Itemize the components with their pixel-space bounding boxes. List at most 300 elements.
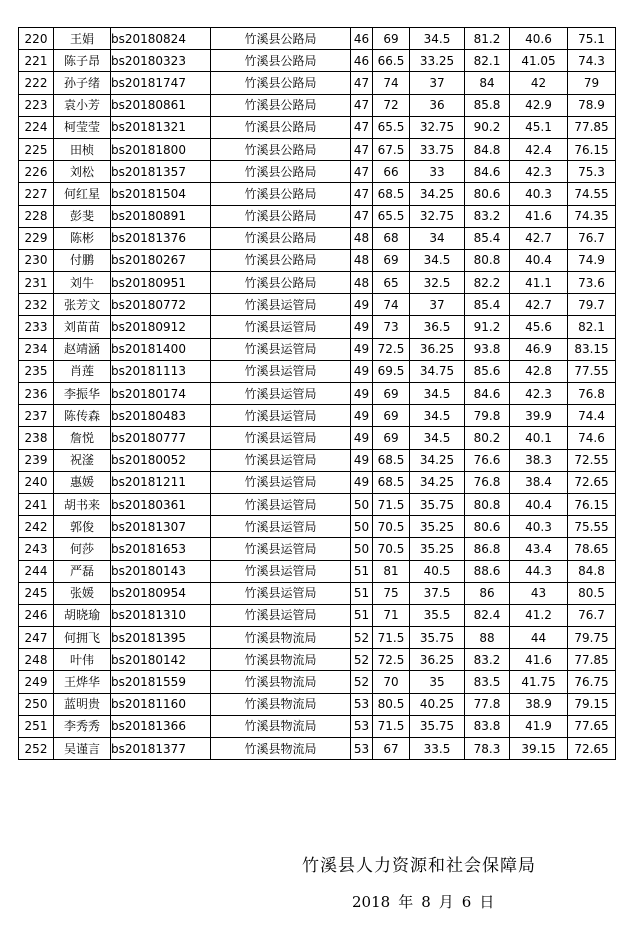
interview-weighted-cell: 40.4 [510,493,568,515]
exam-id-cell: bs20180052 [111,449,211,471]
total-score-cell: 72.65 [568,471,616,493]
unit-code-cell: 53 [351,738,373,760]
candidate-name-cell: 王娟 [54,28,111,50]
row-number-cell: 245 [19,582,54,604]
exam-id-cell: bs20181800 [111,138,211,160]
written-score-cell: 66 [373,161,410,183]
row-number-cell: 239 [19,449,54,471]
written-score-cell: 67.5 [373,138,410,160]
interview-weighted-cell: 42.3 [510,383,568,405]
issue-date [352,891,502,912]
written-weighted-cell: 37 [410,294,465,316]
total-score-cell: 75.55 [568,516,616,538]
exam-id-cell: bs20180861 [111,94,211,116]
written-weighted-cell: 34.5 [410,405,465,427]
applied-unit-cell: 竹溪县公路局 [211,28,351,50]
interview-score-cell: 84.6 [465,383,510,405]
candidate-name-cell: 张芳文 [54,294,111,316]
table-row [19,671,616,693]
exam-id-cell: bs20181559 [111,671,211,693]
candidate-name-cell: 严磊 [54,560,111,582]
total-score-cell: 74.35 [568,205,616,227]
total-score-cell: 77.65 [568,715,616,737]
exam-id-cell: bs20180777 [111,427,211,449]
row-number-cell: 224 [19,116,54,138]
unit-code-cell: 50 [351,493,373,515]
exam-id-cell: bs20181321 [111,116,211,138]
row-number-cell: 235 [19,360,54,382]
total-score-cell: 78.65 [568,538,616,560]
issue-day-unit: 日 [479,893,495,911]
unit-code-cell: 52 [351,649,373,671]
total-score-cell: 74.3 [568,50,616,72]
written-score-cell: 72.5 [373,649,410,671]
written-score-cell: 69 [373,28,410,50]
exam-id-cell: bs20180323 [111,50,211,72]
exam-id-cell: bs20180912 [111,316,211,338]
candidate-name-cell: 刘松 [54,161,111,183]
row-number-cell: 230 [19,249,54,271]
written-weighted-cell: 40.5 [410,560,465,582]
written-score-cell: 69.5 [373,360,410,382]
interview-weighted-cell: 42 [510,72,568,94]
candidate-name-cell: 李振华 [54,383,111,405]
issue-year: 2018 [352,893,391,911]
exam-id-cell: bs20180143 [111,560,211,582]
table-row [19,161,616,183]
row-number-cell: 241 [19,493,54,515]
candidate-name-cell: 陈子昂 [54,50,111,72]
candidate-name-cell: 何拥飞 [54,627,111,649]
total-score-cell: 77.85 [568,116,616,138]
written-score-cell: 71 [373,604,410,626]
row-number-cell: 250 [19,693,54,715]
unit-code-cell: 50 [351,516,373,538]
written-score-cell: 68.5 [373,449,410,471]
interview-score-cell: 85.4 [465,227,510,249]
table-row [19,249,616,271]
written-weighted-cell: 35.5 [410,604,465,626]
written-score-cell: 75 [373,582,410,604]
interview-weighted-cell: 44.3 [510,560,568,582]
unit-code-cell: 47 [351,138,373,160]
unit-code-cell: 49 [351,338,373,360]
candidate-name-cell: 刘牛 [54,272,111,294]
interview-weighted-cell: 42.4 [510,138,568,160]
unit-code-cell: 49 [351,427,373,449]
table-row [19,449,616,471]
unit-code-cell: 49 [351,449,373,471]
interview-weighted-cell: 38.3 [510,449,568,471]
row-number-cell: 226 [19,161,54,183]
exam-id-cell: bs20181310 [111,604,211,626]
unit-code-cell: 48 [351,249,373,271]
applied-unit-cell: 竹溪县运管局 [211,427,351,449]
written-weighted-cell: 34.5 [410,383,465,405]
written-weighted-cell: 32.75 [410,205,465,227]
interview-weighted-cell: 40.1 [510,427,568,449]
applied-unit-cell: 竹溪县运管局 [211,383,351,405]
written-score-cell: 69 [373,405,410,427]
total-score-cell: 80.5 [568,582,616,604]
candidate-name-cell: 赵靖涵 [54,338,111,360]
total-score-cell: 74.6 [568,427,616,449]
exam-id-cell: bs20180483 [111,405,211,427]
written-score-cell: 74 [373,72,410,94]
total-score-cell: 77.55 [568,360,616,382]
interview-score-cell: 82.2 [465,272,510,294]
interview-weighted-cell: 38.4 [510,471,568,493]
interview-score-cell: 93.8 [465,338,510,360]
unit-code-cell: 52 [351,627,373,649]
table-row [19,405,616,427]
applied-unit-cell: 竹溪县运管局 [211,493,351,515]
total-score-cell: 75.1 [568,28,616,50]
candidate-name-cell: 何莎 [54,538,111,560]
applied-unit-cell: 竹溪县运管局 [211,582,351,604]
applied-unit-cell: 竹溪县公路局 [211,161,351,183]
interview-score-cell: 83.2 [465,649,510,671]
candidate-name-cell: 刘苗苗 [54,316,111,338]
row-number-cell: 232 [19,294,54,316]
candidate-name-cell: 田桢 [54,138,111,160]
written-score-cell: 72 [373,94,410,116]
row-number-cell: 231 [19,272,54,294]
total-score-cell: 79.15 [568,693,616,715]
interview-weighted-cell: 40.3 [510,183,568,205]
interview-weighted-cell: 43.4 [510,538,568,560]
table-row [19,272,616,294]
total-score-cell: 77.85 [568,649,616,671]
table-row [19,627,616,649]
total-score-cell: 76.15 [568,138,616,160]
row-number-cell: 244 [19,560,54,582]
row-number-cell: 223 [19,94,54,116]
candidate-name-cell: 陈彬 [54,227,111,249]
unit-code-cell: 53 [351,693,373,715]
applied-unit-cell: 竹溪县物流局 [211,715,351,737]
issuing-organization: 竹溪县人力资源和社会保障局 [302,856,536,876]
written-score-cell: 80.5 [373,693,410,715]
interview-weighted-cell: 42.7 [510,227,568,249]
applied-unit-cell: 竹溪县公路局 [211,227,351,249]
row-number-cell: 225 [19,138,54,160]
row-number-cell: 252 [19,738,54,760]
row-number-cell: 240 [19,471,54,493]
applied-unit-cell: 竹溪县公路局 [211,50,351,72]
row-number-cell: 229 [19,227,54,249]
exam-id-cell: bs20181377 [111,738,211,760]
exam-id-cell: bs20181504 [111,183,211,205]
table-row [19,693,616,715]
candidate-name-cell: 祝滏 [54,449,111,471]
written-score-cell: 71.5 [373,493,410,515]
candidate-name-cell: 王烨华 [54,671,111,693]
row-number-cell: 246 [19,604,54,626]
issue-day: 6 [461,893,472,911]
written-weighted-cell: 36.5 [410,316,465,338]
written-weighted-cell: 34.25 [410,471,465,493]
unit-code-cell: 46 [351,50,373,72]
unit-code-cell: 52 [351,671,373,693]
exam-id-cell: bs20181113 [111,360,211,382]
row-number-cell: 222 [19,72,54,94]
applied-unit-cell: 竹溪县物流局 [211,627,351,649]
interview-weighted-cell: 43 [510,582,568,604]
interview-weighted-cell: 40.6 [510,28,568,50]
applied-unit-cell: 竹溪县运管局 [211,538,351,560]
written-weighted-cell: 35.25 [410,538,465,560]
interview-weighted-cell: 46.9 [510,338,568,360]
total-score-cell: 76.8 [568,383,616,405]
total-score-cell: 76.7 [568,604,616,626]
written-score-cell: 72.5 [373,338,410,360]
written-score-cell: 66.5 [373,50,410,72]
row-number-cell: 243 [19,538,54,560]
unit-code-cell: 49 [351,471,373,493]
candidate-name-cell: 郭俊 [54,516,111,538]
issue-month-unit: 月 [438,893,454,911]
total-score-cell: 76.7 [568,227,616,249]
total-score-cell: 76.75 [568,671,616,693]
interview-weighted-cell: 42.7 [510,294,568,316]
interview-score-cell: 80.8 [465,249,510,271]
interview-score-cell: 81.2 [465,28,510,50]
written-score-cell: 68.5 [373,471,410,493]
applied-unit-cell: 竹溪县运管局 [211,405,351,427]
interview-score-cell: 84.8 [465,138,510,160]
exam-id-cell: bs20181211 [111,471,211,493]
candidate-name-cell: 袁小芳 [54,94,111,116]
written-score-cell: 70 [373,671,410,693]
table-row [19,72,616,94]
applied-unit-cell: 竹溪县公路局 [211,272,351,294]
total-score-cell: 74.55 [568,183,616,205]
exam-id-cell: bs20180267 [111,249,211,271]
table-row [19,138,616,160]
interview-weighted-cell: 41.05 [510,50,568,72]
row-number-cell: 228 [19,205,54,227]
written-score-cell: 71.5 [373,627,410,649]
interview-weighted-cell: 42.3 [510,161,568,183]
unit-code-cell: 51 [351,582,373,604]
table-row [19,94,616,116]
written-weighted-cell: 35.25 [410,516,465,538]
written-weighted-cell: 34.25 [410,449,465,471]
table-row [19,294,616,316]
written-score-cell: 69 [373,427,410,449]
row-number-cell: 251 [19,715,54,737]
total-score-cell: 72.55 [568,449,616,471]
unit-code-cell: 48 [351,227,373,249]
written-score-cell: 74 [373,294,410,316]
applied-unit-cell: 竹溪县运管局 [211,516,351,538]
written-weighted-cell: 34.5 [410,249,465,271]
interview-score-cell: 85.4 [465,294,510,316]
candidate-name-cell: 李秀秀 [54,715,111,737]
written-weighted-cell: 33.25 [410,50,465,72]
applied-unit-cell: 竹溪县物流局 [211,738,351,760]
candidate-name-cell: 张媛 [54,582,111,604]
unit-code-cell: 49 [351,294,373,316]
unit-code-cell: 51 [351,560,373,582]
candidate-name-cell: 付鹏 [54,249,111,271]
row-number-cell: 242 [19,516,54,538]
interview-score-cell: 79.8 [465,405,510,427]
exam-id-cell: bs20181357 [111,161,211,183]
exam-id-cell: bs20181376 [111,227,211,249]
interview-score-cell: 86 [465,582,510,604]
interview-score-cell: 88 [465,627,510,649]
interview-score-cell: 80.2 [465,427,510,449]
written-weighted-cell: 35.75 [410,627,465,649]
interview-weighted-cell: 41.75 [510,671,568,693]
applied-unit-cell: 竹溪县运管局 [211,360,351,382]
table-row [19,493,616,515]
written-weighted-cell: 33.75 [410,138,465,160]
written-score-cell: 65.5 [373,205,410,227]
written-score-cell: 68 [373,227,410,249]
interview-score-cell: 91.2 [465,316,510,338]
interview-weighted-cell: 40.3 [510,516,568,538]
exam-id-cell: bs20181160 [111,693,211,715]
candidate-name-cell: 蓝明贵 [54,693,111,715]
row-number-cell: 234 [19,338,54,360]
interview-score-cell: 88.6 [465,560,510,582]
table-row [19,205,616,227]
row-number-cell: 248 [19,649,54,671]
written-score-cell: 67 [373,738,410,760]
total-score-cell: 79.75 [568,627,616,649]
row-number-cell: 233 [19,316,54,338]
interview-weighted-cell: 41.9 [510,715,568,737]
written-weighted-cell: 37.5 [410,582,465,604]
written-score-cell: 73 [373,316,410,338]
unit-code-cell: 50 [351,538,373,560]
table-row [19,471,616,493]
applied-unit-cell: 竹溪县公路局 [211,183,351,205]
candidate-name-cell: 肖莲 [54,360,111,382]
row-number-cell: 227 [19,183,54,205]
table-body [19,28,616,760]
applied-unit-cell: 竹溪县运管局 [211,604,351,626]
applied-unit-cell: 竹溪县物流局 [211,649,351,671]
exam-id-cell: bs20181400 [111,338,211,360]
row-number-cell: 247 [19,627,54,649]
interview-weighted-cell: 38.9 [510,693,568,715]
total-score-cell: 79 [568,72,616,94]
written-weighted-cell: 32.75 [410,116,465,138]
table-row [19,338,616,360]
total-score-cell: 83.15 [568,338,616,360]
table-row [19,715,616,737]
written-score-cell: 69 [373,249,410,271]
interview-score-cell: 84 [465,72,510,94]
exam-id-cell: bs20180891 [111,205,211,227]
row-number-cell: 249 [19,671,54,693]
exam-id-cell: bs20180174 [111,383,211,405]
candidate-name-cell: 何红星 [54,183,111,205]
unit-code-cell: 47 [351,116,373,138]
candidate-name-cell: 惠媛 [54,471,111,493]
candidate-name-cell: 柯莹莹 [54,116,111,138]
total-score-cell: 74.9 [568,249,616,271]
interview-score-cell: 76.6 [465,449,510,471]
unit-code-cell: 51 [351,604,373,626]
unit-code-cell: 47 [351,72,373,94]
candidate-name-cell: 叶伟 [54,649,111,671]
written-weighted-cell: 36 [410,94,465,116]
unit-code-cell: 49 [351,316,373,338]
exam-id-cell: bs20180142 [111,649,211,671]
exam-id-cell: bs20181395 [111,627,211,649]
interview-score-cell: 82.4 [465,604,510,626]
total-score-cell: 78.9 [568,94,616,116]
interview-score-cell: 80.8 [465,493,510,515]
table-row [19,427,616,449]
row-number-cell: 238 [19,427,54,449]
table-row [19,604,616,626]
table-row [19,183,616,205]
unit-code-cell: 47 [351,205,373,227]
interview-weighted-cell: 41.2 [510,604,568,626]
written-weighted-cell: 34.5 [410,28,465,50]
total-score-cell: 73.6 [568,272,616,294]
interview-score-cell: 86.8 [465,538,510,560]
table-row [19,516,616,538]
interview-score-cell: 80.6 [465,183,510,205]
applied-unit-cell: 竹溪县运管局 [211,338,351,360]
exam-id-cell: bs20180951 [111,272,211,294]
interview-score-cell: 83.2 [465,205,510,227]
table-row [19,649,616,671]
written-weighted-cell: 32.5 [410,272,465,294]
interview-score-cell: 80.6 [465,516,510,538]
interview-score-cell: 76.8 [465,471,510,493]
written-score-cell: 65 [373,272,410,294]
applied-unit-cell: 竹溪县物流局 [211,693,351,715]
applied-unit-cell: 竹溪县运管局 [211,471,351,493]
written-score-cell: 70.5 [373,538,410,560]
total-score-cell: 79.7 [568,294,616,316]
table-row [19,738,616,760]
table-row [19,560,616,582]
total-score-cell: 75.3 [568,161,616,183]
written-score-cell: 81 [373,560,410,582]
interview-score-cell: 84.6 [465,161,510,183]
applied-unit-cell: 竹溪县物流局 [211,671,351,693]
interview-score-cell: 85.6 [465,360,510,382]
applied-unit-cell: 竹溪县公路局 [211,72,351,94]
row-number-cell: 221 [19,50,54,72]
unit-code-cell: 47 [351,161,373,183]
interview-score-cell: 85.8 [465,94,510,116]
table-row [19,28,616,50]
written-weighted-cell: 33.5 [410,738,465,760]
written-weighted-cell: 34.75 [410,360,465,382]
issue-month: 8 [421,893,431,911]
interview-weighted-cell: 39.15 [510,738,568,760]
interview-weighted-cell: 44 [510,627,568,649]
candidate-name-cell: 孙子绪 [54,72,111,94]
interview-weighted-cell: 45.1 [510,116,568,138]
interview-weighted-cell: 40.4 [510,249,568,271]
written-score-cell: 69 [373,383,410,405]
applied-unit-cell: 竹溪县公路局 [211,116,351,138]
written-score-cell: 71.5 [373,715,410,737]
total-score-cell: 84.8 [568,560,616,582]
unit-code-cell: 49 [351,383,373,405]
